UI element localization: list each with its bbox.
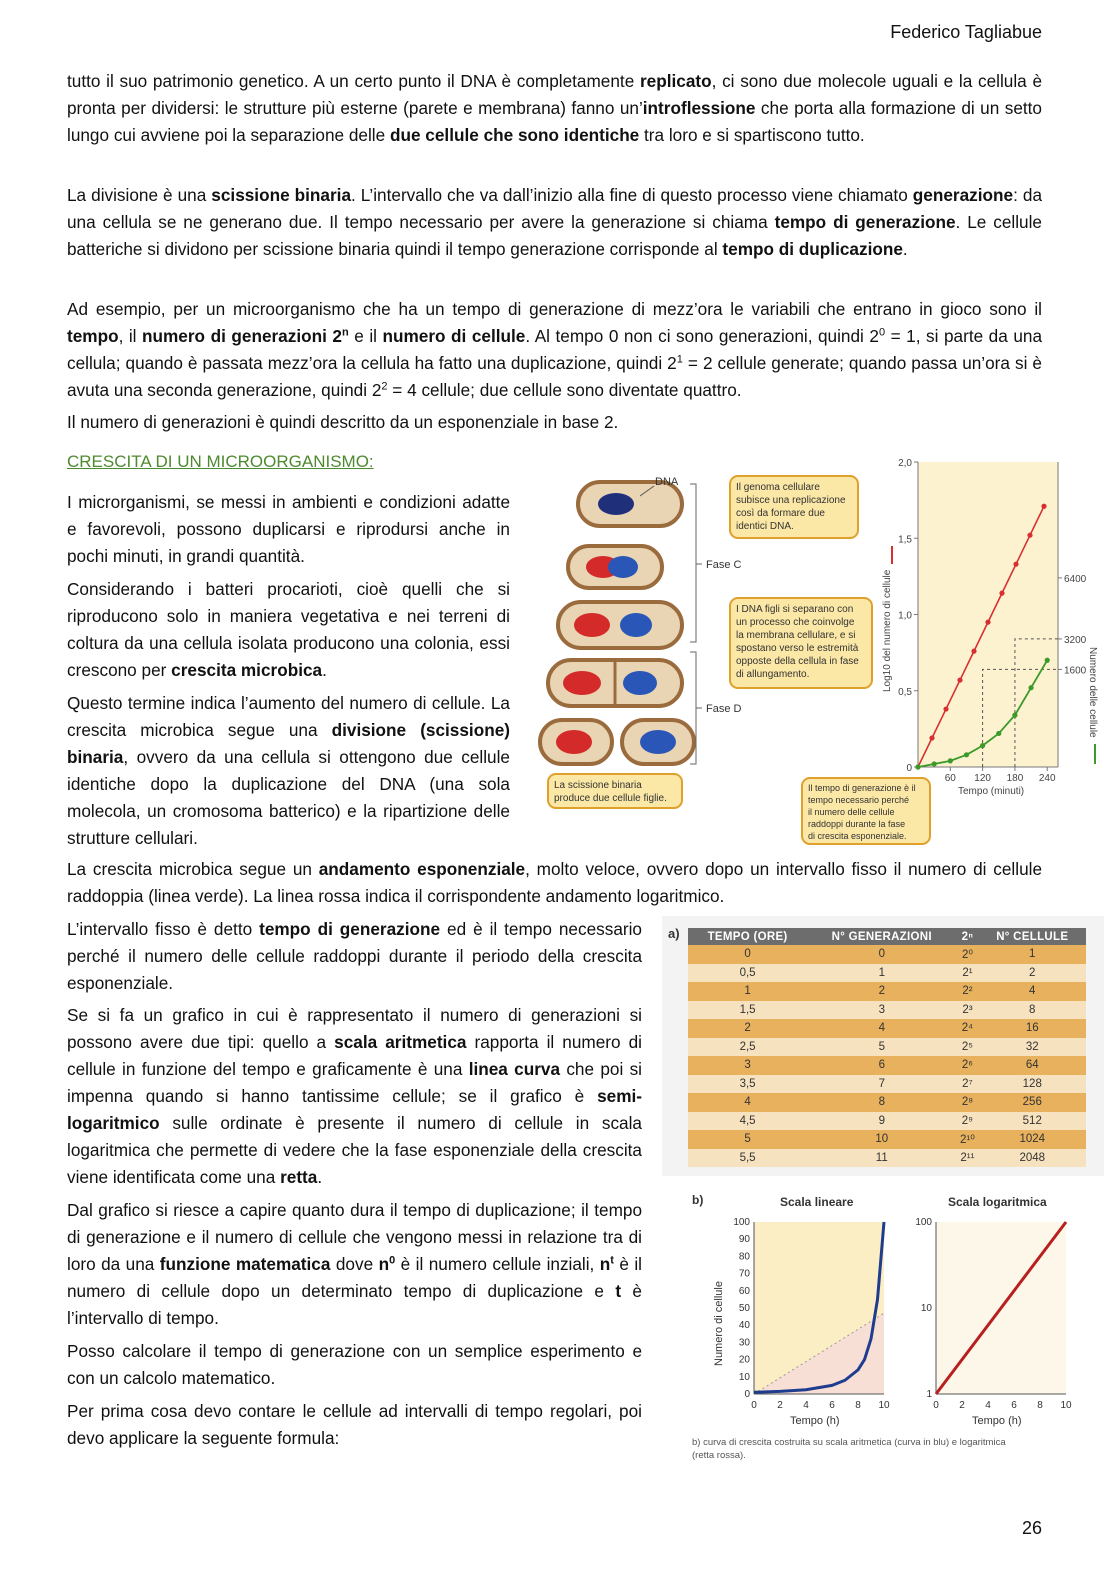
- table-cell: 2²: [956, 982, 978, 1001]
- x-tick-label: 60: [944, 773, 956, 784]
- y-tick-label: 50: [738, 1303, 750, 1314]
- cell-septum: [548, 660, 682, 706]
- y-tick-label: 90: [738, 1234, 750, 1246]
- y-tick-label: 1: [926, 1389, 932, 1400]
- paragraph-exponential-trend: La crescita microbica segue un andamento esponenziale, molto veloce, ovvero dopo un intervallo fisso il numero di cellule raddoppia (linea verde). La linea rossa indica il corrispondente andamento logaritmico.: [67, 859, 1043, 906]
- y-tick-label: 10: [920, 1303, 932, 1314]
- x-tick-label: 180: [1006, 773, 1024, 784]
- fase-c-label: Fase C: [706, 559, 742, 571]
- table-cell: 11: [807, 1149, 956, 1168]
- y-tick-label: 30: [738, 1337, 750, 1349]
- y2-tick-label: 3200: [1064, 634, 1087, 646]
- table-row: [688, 1056, 1086, 1075]
- red-point: [1041, 504, 1046, 509]
- paragraph-cell-increase: Questo termine indica l’aumento del numero di cellule. La crescita microbica segue una divisione (scissione) binaria, ovvero da una cellula si ottengono due cellule identiche dopo la duplicazione del DNA (una sola molecola, un cromosoma batterico) e la ripartizione delle strutture cellulari.: [67, 693, 510, 848]
- paragraph-binary-fission: La divisione è una scissione binaria. L’intervallo che va dall’inizio alla fine di questo processo viene chiamato generazione: da una cellula se ne generano due. Il tempo necessario per avere la generazione si chiama tempo di generazione. Le cellule batteriche si dividono per scissione binaria quindi il tempo generazione corrisponde al tempo di duplicazione.: [67, 185, 1042, 259]
- callout-generation-time: [802, 778, 930, 844]
- table-cell: 0: [688, 945, 807, 964]
- table-cell: 5,5: [688, 1149, 807, 1168]
- table-cell: 512: [979, 1112, 1087, 1131]
- table-cell: 2048: [979, 1149, 1087, 1168]
- green-point: [964, 752, 969, 757]
- x-tick-label: 6: [1011, 1400, 1017, 1411]
- green-point: [915, 764, 920, 769]
- table-cell: 2¹¹: [956, 1149, 978, 1168]
- svg-text:Il tempo di generazione è ilte: Il tempo di generazione è il tempo necessario perché il numero delle cellule raddoppi durante la fase di crescita esponenziale.: [808, 783, 916, 841]
- x-tick-label: 4: [985, 1400, 991, 1411]
- red-point: [943, 706, 948, 711]
- y2-tick-label: 6400: [1064, 573, 1087, 585]
- paragraph-microorganisms: I microrganismi, se messi in ambienti e condizioni adatte e favorevoli, possono duplicarsi e riprodursi anche in pochi minuti, in grandi quantità.: [67, 492, 510, 566]
- red-point: [999, 591, 1004, 596]
- table-cell: 5: [807, 1038, 956, 1057]
- y-tick-label: 1,5: [898, 534, 912, 546]
- svg-text:La scissione binariaproduce du: La scissione binaria produce due cellule figlie.: [554, 780, 667, 804]
- paragraph-generations: Ad esempio, per un microorganismo che ha un tempo di generazione di mezz’ora le variabili che entrano in gioco sono il tempo, il numero di generazioni 2$^n$ e il numero di cellule. Al tempo 0 non ci sono generazioni, quindi $2^0 = 1$, si parte da una cellula; quando è passata mezz’ora la cellula ha fatto una duplicazione, quindi $2^1 = 2$ cellule generate; quando passa un’ora si è avuta una seconda generazione, quindi $2^2 = 4$ cellule; due cellule sono diventate quattro.: [67, 299, 1042, 400]
- table-cell: 2: [807, 982, 956, 1001]
- x-tick-label: 10: [1060, 1400, 1072, 1411]
- chart3-title: Scala logaritmica: [948, 1195, 1047, 1209]
- svg-text:I DNA figli si separano conun: I DNA figli si separano con un processo che coinvolge la membrana cellulare, e si spostano verso le estremità opposte della cellula in fase di allungamento.: [736, 604, 859, 680]
- generations-table: [688, 928, 1086, 1167]
- paragraph-math-function: Dal grafico si riesce a capire quanto dura il tempo di duplicazione; il tempo di generazione e il numero di cellule che vengono messi in relazione tra di loro da una funzione matematica dove $n^0$ è il numero cellule inziali, $n^t$ è il numero di cellule dopo un determinato tempo di duplicazione e t è l’intervallo di tempo.: [67, 1200, 642, 1328]
- table-cell: 2¹⁰: [956, 1130, 978, 1149]
- paragraph-fixed-interval: L’intervallo fisso è detto tempo di generazione ed è il tempo necessario perché il numero delle cellule raddoppi durante il periodo della crescita esponenziale.: [67, 919, 642, 993]
- y-tick-label: 1,0: [898, 610, 912, 622]
- table-cell: 0: [807, 945, 956, 964]
- table-cell: 2⁷: [956, 1075, 978, 1094]
- y-tick-label: 0: [744, 1389, 750, 1400]
- y-tick-label: 10: [738, 1371, 750, 1383]
- x-tick-label: 0: [751, 1400, 757, 1411]
- table-cell: 7: [807, 1075, 956, 1094]
- green-point: [1012, 713, 1017, 718]
- table-cell: 8: [979, 1001, 1087, 1020]
- chart2-title: Scala lineare: [780, 1195, 854, 1209]
- chart1-xlabel: Tempo (minuti): [958, 786, 1025, 797]
- green-point: [1028, 685, 1033, 690]
- table-cell: 1024: [979, 1130, 1087, 1149]
- table-row: [688, 1038, 1086, 1057]
- red-point: [929, 735, 934, 740]
- table-header: N° CELLULE: [979, 928, 1087, 945]
- table-label: a): [668, 926, 680, 941]
- chart1-ylabel: Log10 del numero di cellule: [882, 569, 893, 692]
- table-cell: 2⁹: [956, 1112, 978, 1131]
- y-tick-label: 20: [738, 1354, 750, 1366]
- chart3-xlabel: Tempo (h): [972, 1415, 1022, 1427]
- x-tick-label: 6: [829, 1400, 835, 1411]
- dna-label: DNA: [655, 476, 679, 488]
- table-cell: 3: [688, 1056, 807, 1075]
- table-cell: 2: [979, 964, 1087, 983]
- table-cell: 1: [688, 982, 807, 1001]
- table-row: [688, 964, 1086, 983]
- x-tick-label: 120: [974, 773, 991, 784]
- x-tick-label: 8: [855, 1400, 861, 1411]
- table-cell: 4,5: [688, 1112, 807, 1131]
- chart1-y2label: Numero delle cellule: [1087, 647, 1098, 738]
- table-cell: 1,5: [688, 1001, 807, 1020]
- figure-b-label: b): [692, 1193, 704, 1207]
- red-point: [957, 677, 962, 682]
- x-tick-label: 0: [933, 1400, 939, 1411]
- table-cell: 256: [979, 1093, 1087, 1112]
- paragraph-experiment: Posso calcolare il tempo di generazione con un semplice esperimento e con un calcolo matematico.: [67, 1341, 642, 1388]
- green-point: [932, 761, 937, 766]
- table-cell: 16: [979, 1019, 1087, 1038]
- y-tick-label: 2,0: [898, 458, 912, 469]
- table-header: N° GENERAZIONI: [807, 928, 956, 945]
- y2-tick-label: 1600: [1064, 665, 1087, 677]
- x-tick-label: 10: [878, 1400, 890, 1411]
- table-cell: 2³: [956, 1001, 978, 1020]
- log-scale-chart: [915, 1195, 1072, 1427]
- paragraph-replication: tutto il suo patrimonio genetico. A un certo punto il DNA è completamente replicato, ci sono due molecole uguali e la cellula è pronta per dividersi: le strutture più esterne (parete e membrana) fanno un’introflessione che porta alla formazione di un setto lungo cui avviene poi la separazione delle due cellule che sono identiche tra loro e si spartiscono tutto.: [67, 71, 1042, 145]
- callout-replication: [730, 476, 858, 538]
- caption-line: (retta rossa).: [692, 1450, 746, 1461]
- table-row: [688, 1075, 1086, 1094]
- y-tick-label: 80: [738, 1251, 750, 1263]
- chart2-xlabel: Tempo (h): [790, 1415, 840, 1427]
- red-point: [971, 649, 976, 654]
- cell-division-figure: [530, 452, 1096, 848]
- x-tick-label: 2: [959, 1400, 965, 1411]
- table-cell: 4: [807, 1019, 956, 1038]
- author-name: Federico Tagliabue: [890, 22, 1042, 42]
- table-cell: 3: [807, 1001, 956, 1020]
- table-row: [688, 1093, 1086, 1112]
- table-row: [688, 1019, 1086, 1038]
- x-tick-label: 240: [1038, 773, 1056, 784]
- y-tick-label: 70: [738, 1268, 750, 1280]
- table-cell: 0,5: [688, 964, 807, 983]
- table-cell: 128: [979, 1075, 1087, 1094]
- cell-one-dna: [578, 482, 682, 526]
- table-cell: 3,5: [688, 1075, 807, 1094]
- table-cell: 2,5: [688, 1038, 807, 1057]
- table-header: 2ⁿ: [956, 928, 978, 945]
- y-tick-label: 40: [738, 1320, 750, 1332]
- table-cell: 5: [688, 1130, 807, 1149]
- callout-separation: [730, 598, 872, 688]
- green-point: [996, 731, 1001, 736]
- green-point: [948, 758, 953, 763]
- caption-line: b) curva di crescita costruita su scala aritmetica (curva in blu) e logaritmica: [692, 1437, 1009, 1448]
- paragraph-formula-intro: Per prima cosa devo contare le cellule ad intervalli di tempo regolari, poi devo applicare la seguente formula:: [67, 1401, 642, 1448]
- x-tick-label: 2: [777, 1400, 783, 1411]
- chart2-ylabel: Numero di cellule: [713, 1281, 725, 1366]
- y-tick-label: 60: [738, 1285, 750, 1297]
- y-tick-label: 100: [915, 1217, 932, 1228]
- table-cell: 4: [688, 1093, 807, 1112]
- y-tick-label: 100: [733, 1217, 750, 1228]
- paragraph-prokaryotes: Considerando i batteri procarioti, cioè quelli che si riproducono solo in maniera vegetativa e nei terreni di coltura da una cellula isolata producono una colonia, essi crescono per crescita microbica.: [67, 579, 510, 680]
- green-point: [980, 743, 985, 748]
- y-tick-label: 0,5: [898, 686, 912, 698]
- callout-fission: [548, 774, 682, 808]
- page-number: 26: [1021, 1518, 1042, 1538]
- table-row: [688, 1112, 1086, 1131]
- fase-d-label: Fase D: [706, 703, 742, 715]
- daughter-cells: [540, 720, 694, 764]
- growth-chart: [882, 458, 1098, 797]
- x-tick-label: 4: [803, 1400, 809, 1411]
- svg-text:Il genoma cellularesubisce una: Il genoma cellulare subisce una replicazione così da formare due identici DNA.: [736, 482, 846, 532]
- table-cell: 1: [979, 945, 1087, 964]
- table-cell: 6: [807, 1056, 956, 1075]
- table-row: [688, 1149, 1086, 1168]
- table-cell: 9: [807, 1112, 956, 1131]
- table-cell: 4: [979, 982, 1087, 1001]
- section-heading: CRESCITA DI UN MICROORGANISMO:: [67, 452, 374, 471]
- red-point: [985, 620, 990, 625]
- scale-comparison-figure: [662, 1184, 1104, 1476]
- table-cell: 10: [807, 1130, 956, 1149]
- table-row: [688, 1130, 1086, 1149]
- paragraph-graph-types: Se si fa un grafico in cui è rappresentato il numero di generazioni si possono avere due tipi: quello a scala aritmetica rapporta il numero di cellule in funzione del tempo e graficamente è una linea curva che poi si impenna quando si hanno tantissime cellule; se il grafico è semi-logaritmico sulle ordinate è presente il numero di cellule in scala logaritmica che permette di vedere che la fase esponenziale della crescita viene identificata come una retta.: [67, 1005, 643, 1187]
- table-row: [688, 982, 1086, 1001]
- y-tick-label: 0: [906, 763, 912, 774]
- table-cell: 2: [688, 1019, 807, 1038]
- table-cell: 32: [979, 1038, 1087, 1057]
- table-cell: 8: [807, 1093, 956, 1112]
- red-point: [1027, 533, 1032, 538]
- table-cell: 1: [807, 964, 956, 983]
- cell-elongating: [558, 602, 682, 648]
- table-cell: 2⁰: [956, 945, 978, 964]
- table-cell: 2⁴: [956, 1019, 978, 1038]
- table-cell: 64: [979, 1056, 1087, 1075]
- table-cell: 2¹: [956, 964, 978, 983]
- table-row: [688, 945, 1086, 964]
- paragraph-exponential: Il numero di generazioni è quindi descritto da un esponenziale in base 2.: [67, 412, 619, 432]
- table-header: TEMPO (ORE): [688, 928, 807, 945]
- green-point: [1045, 658, 1050, 663]
- table-cell: 2⁶: [956, 1056, 978, 1075]
- red-point: [1013, 562, 1018, 567]
- x-tick-label: 8: [1037, 1400, 1043, 1411]
- table-cell: 2⁸: [956, 1093, 978, 1112]
- table-row: [688, 1001, 1086, 1020]
- cell-replicating-dna: [568, 546, 662, 588]
- table-cell: 2⁵: [956, 1038, 978, 1057]
